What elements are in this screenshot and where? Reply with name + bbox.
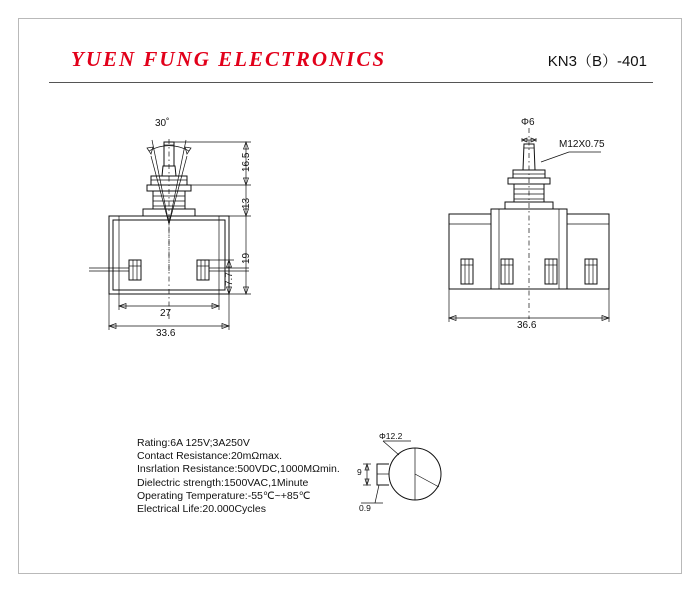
detail-height-label: 9: [357, 467, 362, 477]
washer-detail-drawing: [349, 419, 479, 529]
thread-label: M12X0.75: [559, 139, 605, 150]
front-view-drawing: [89, 104, 319, 364]
drawing-sheet: [18, 18, 682, 574]
specifications-list: [137, 437, 340, 516]
detail-thickness-label: 0.9: [359, 503, 371, 513]
side-view-drawing: [429, 104, 649, 364]
dim-27: 27: [160, 308, 172, 319]
dim-33-6: 33.6: [156, 328, 176, 339]
spec-line: Operating Temperature:-55℃~+85℃: [137, 489, 311, 502]
detail-diameter-label: Φ12.2: [379, 431, 403, 441]
dim-16-5: 16.5: [241, 152, 252, 172]
dim-13: 13: [241, 197, 252, 209]
spec-line: Contact Resistance:20mΩmax.: [137, 450, 282, 463]
lever-diameter-label: Φ6: [521, 117, 535, 128]
dim-7-7: 7.7: [224, 272, 235, 286]
company-name: YUEN FUNG ELECTRONICS: [71, 47, 387, 71]
spec-line: Dielectric strength:1500VAC,1Minute: [137, 476, 309, 489]
model-number: KN3（B）-401: [547, 53, 647, 70]
spec-line: Rating:6A 125V;3A250V: [137, 437, 250, 449]
spec-line: Electrical Life:20.000Cycles: [137, 503, 266, 516]
front-view-svg: [89, 104, 319, 364]
spec-line: Insrlation Resistance:500VDC,1000MΩmin.: [137, 463, 340, 476]
dim-36-6: 36.6: [517, 320, 537, 331]
dim-19: 19: [241, 252, 252, 264]
angle-label: 30˚: [155, 118, 170, 129]
side-view-svg: [429, 104, 649, 364]
title-block: [49, 41, 653, 83]
